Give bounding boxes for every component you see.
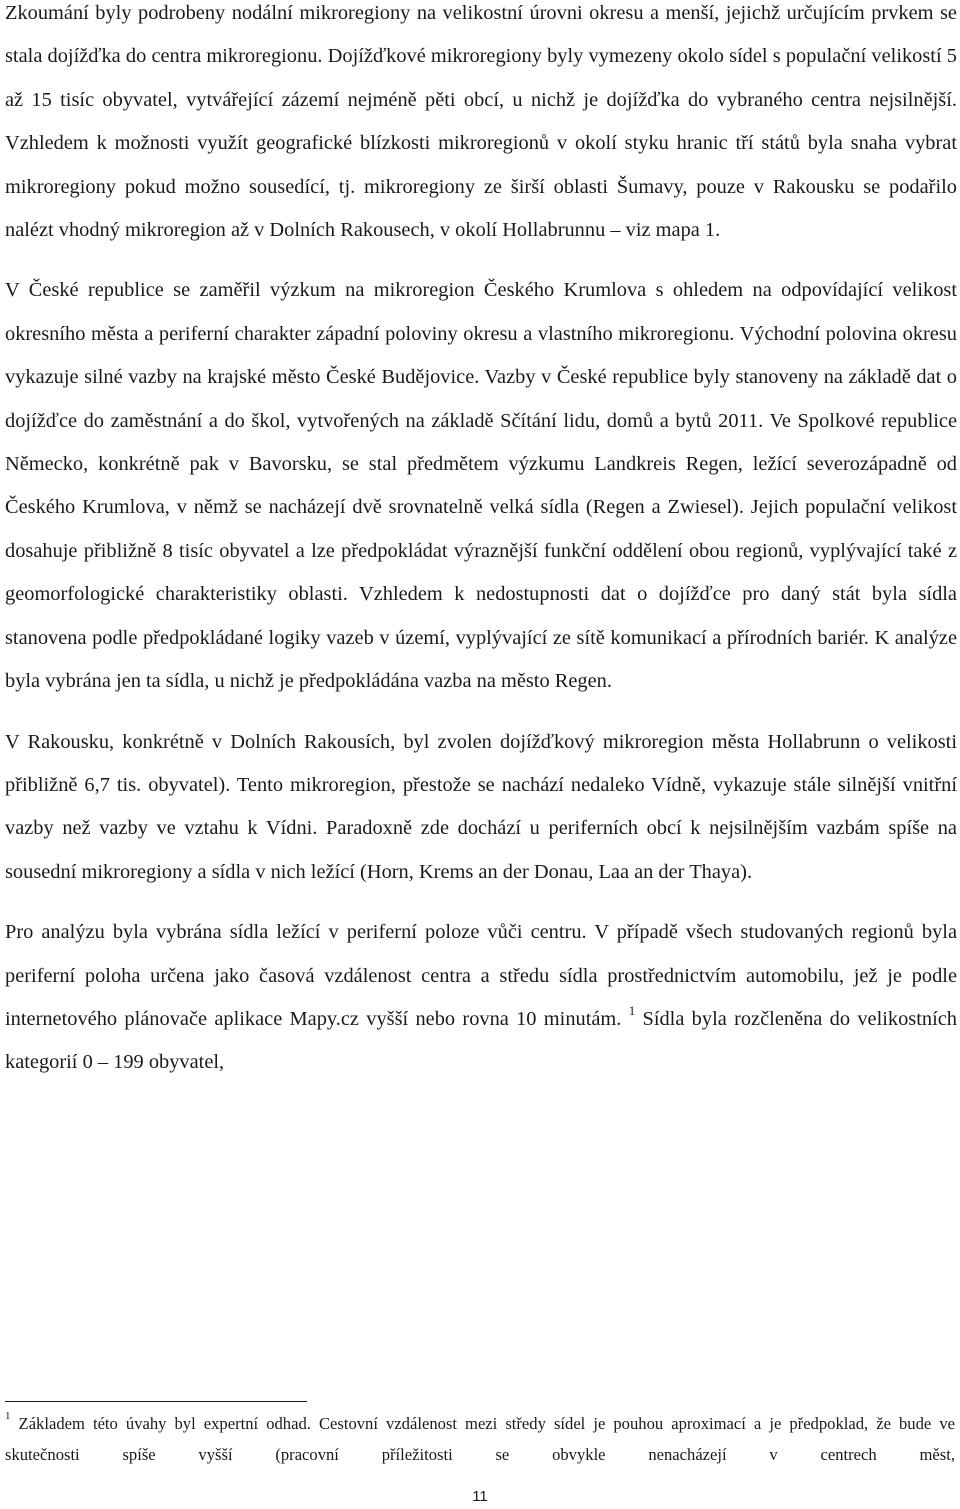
paragraph-analyza	[5, 911, 957, 1085]
paragraph-ceska-republika: V České republice se zaměřil výzkum na mikroregion Českého Krumlova s ohledem na odpovídající velikost okresního města a periferní charakter západní poloviny okresu a vlastního mikroregionu. Východní polovina okresu vykazuje silné vazby na krajské město České Budějovice. Vazby v České republice byly stanoveny na základě dat o dojížďce do zaměstnání a do škol, vytvořených na základě Sčítání lidu, domů a bytů 2011. Ve Spolkové republice Německo, konkrétně pak v Bavorsku, se stal předmětem výzkumu Landkreis Regen, ležící severozápadně od Českého Krumlova, v němž se nacházejí dvě srovnatelně velká sídla (Regen a Zwiesel). Jejich populační velikost dosahuje přibližně 8 tisíc obyvatel a lze předpokládat výraznější funkční oddělení obou regionů, vyplývající také z geomorfologické charakteristiky oblasti. Vzhledem k nedostupnosti dat o dojížďce pro daný stát byla sídla stanovena podle předpokládané logiky vazeb v území, vyplývající ze sítě komunikací a přírodních bariér. K analýze byla vybrána jen ta sídla, u nichž je předpokládána vazba na město Regen.	[5, 279, 957, 693]
footnote-text: Základem této úvahy byl expertní odhad. Cestovní vzdálenost mezi středy sídel je pouhou aproximací a je předpoklad, že bude ve skutečnosti spíše vyšší (pracovní příležitosti se obvykle nenacházejí v centrech měst,	[5, 1414, 955, 1464]
document-page	[5, 0, 957, 1085]
footnote-reference[interactable]: 1	[628, 1003, 636, 1019]
footnote-marker: 1	[5, 1410, 11, 1423]
page-number: 11	[472, 1488, 488, 1505]
footnote-separator	[5, 1401, 307, 1402]
paragraph-analyza-continuation: Sídla byla rozčleněna do velikostních kategorií 0 – 199 obyvatel,	[5, 1007, 957, 1074]
paragraph-rakousko: V Rakousku, konkrétně v Dolních Rakousích, byl zvolen dojížďkový mikroregion města Hollabrunn o velikosti přibližně 6,7 tis. obyvatel). Tento mikroregion, přestože se nachází nedaleko Vídně, vykazuje stále silnější vnitřní vazby než vazby ve vztahu k Vídni. Paradoxně zde dochází u periferních obcí k nejsilnějším vazbám spíše na sousední mikroregiony a sídla v nich ležící (Horn, Krems an der Donau, Laa an der Thaya).	[5, 730, 957, 883]
paragraph-mikroregiony: Zkoumání byly podrobeny nodální mikroregiony na velikostní úrovni okresu a menší, jejichž určujícím prvkem se stala dojížďka do centra mikroregionu. Dojížďkové mikroregiony byly vymezeny okolo sídel s populační velikostí 5 až 15 tisíc obyvatel, vytvářející zázemí nejméně pěti obcí, u nichž je dojížďka do vybraného centra nejsilnější. Vzhledem k možnosti využít geografické blízkosti mikroregionů v okolí styku hranic tří států byla snaha vybrat mikroregiony pokud možno sousedící, tj. mikroregiony ze širší oblasti Šumavy, pouze v Rakousku se podařilo nalézt vhodný mikroregion až v Dolních Rakousech, v okolí Hollabrunnu – viz mapa 1.	[5, 2, 957, 242]
footnote	[5, 1408, 955, 1470]
paragraph-analyza-text: Pro analýzu byla vybrána sídla ležící v periferní poloze vůči centru. V případě všech studovaných regionů byla periferní poloha určena jako časová vzdálenost centra a středu sídla prostřednictvím automobilu, jež je podle internetového plánovače aplikace Mapy.cz vyšší nebo rovna 10 minutám.	[5, 921, 957, 1030]
